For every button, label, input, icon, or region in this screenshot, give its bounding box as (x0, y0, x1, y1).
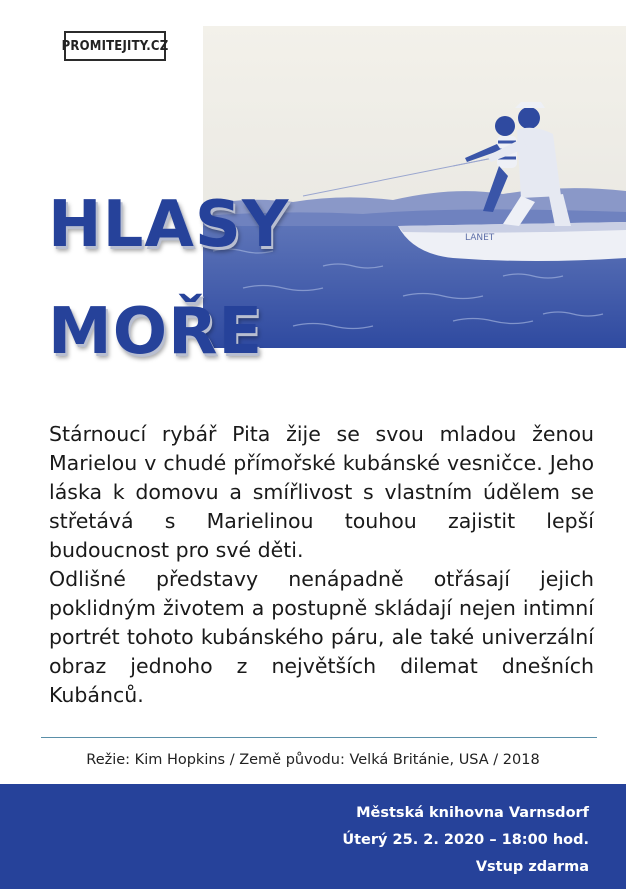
boat-fishing-illustration (203, 26, 626, 348)
promitejity-logo: PROMITEJITY.CZ (64, 31, 166, 61)
svg-text:LANET: LANET (465, 233, 495, 243)
event-datetime: Úterý 25. 2. 2020 – 18:00 hod. (342, 832, 589, 848)
event-info-band (0, 784, 626, 889)
description-paragraph: Odlišné představy nenápadně otřásají jejich poklidným životem a postupně skládají nejen intimní portrét tohoto kubánského páru, ale také univerzální obraz jednoho z největších dilemat dnešních Kubánců. (49, 567, 594, 707)
event-venue: Městská knihovna Varnsdorf (356, 805, 589, 821)
description-paragraph: Stárnoucí rybář Pita žije se svou mladou ženou Marielou v chudé přímořské kubánské vesničce. Jeho láska k domovu a smířlivost s vlastním údělem se střetává s Marielinou touhou zajistit lepší budoucnost pro své děti. (49, 422, 594, 562)
divider (41, 737, 597, 738)
film-description (49, 420, 594, 710)
event-admission: Vstup zdarma (475, 859, 589, 875)
film-credits: Režie: Kim Hopkins / Země původu: Velká Británie, USA / 2018 (86, 752, 540, 768)
title-line-1: HLASY (48, 188, 290, 262)
title-line-2: MOŘE (48, 295, 264, 369)
film-still-photo (203, 26, 626, 348)
